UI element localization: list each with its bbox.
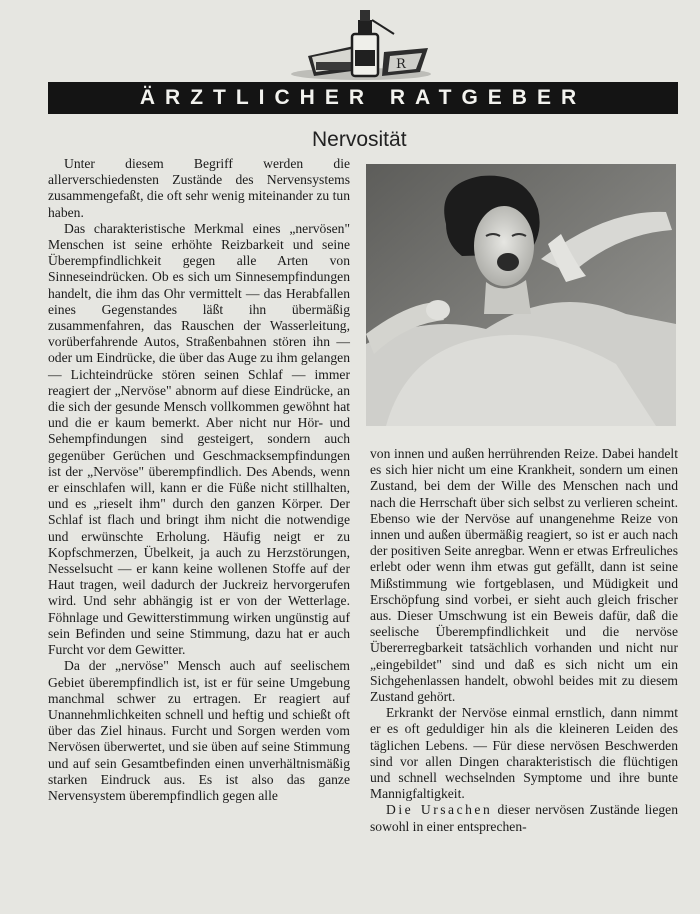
paragraph-causes <box>370 802 678 834</box>
paragraph-text: dieser nervösen Zustände liegen sowohl in einer entsprechen- <box>370 802 678 834</box>
medicine-bottle-and-box-icon <box>286 6 436 82</box>
section-banner: ÄRZTLICHER RATGEBER <box>48 82 678 114</box>
article-title: Nervosität <box>312 128 407 151</box>
emphasized-lead: Die Ursachen <box>386 802 493 818</box>
paragraph: Unter diesem Begriff werden die allerverschiedensten Zustände des Nervensystems zusammengefaßt, die oft sehr wenig miteinander zu tun haben. <box>48 156 350 220</box>
paragraph: Da der „nervöse" Mensch auch auf seelischem Gebiet überempfindlich ist, ist er für seine Umgebung manchmal schwer zu ertragen. Er reagiert auf Unannehmlichkeiten schnell und heftig und schießt oft über das Ziel hinaus. Furcht und Sorgen werden vom Nervösen überwertet, und sie üben auf seine Stimmung und auf sein Gesamtbefinden einen unverhältnismäßig starken Eindruck aus. Es ist also das ganze Nervensystem überempfindlich gegen alle <box>48 658 350 803</box>
paragraph: Erkrankt der Nervöse einmal ernstlich, dann nimmt er es oft geduldiger hin als die kleineren Leiden des täglichen Lebens. — Für diese nervösen Beschwerden sind vor allen Dingen charakteristisch die flüchtigen und schnell wechselnden Symptome und ihre bunte Mannigfaltigkeit. <box>370 705 678 802</box>
photo-yawning-woman <box>366 164 676 426</box>
right-column <box>370 446 678 835</box>
svg-text:R: R <box>396 57 406 72</box>
paragraph: Das charakteristische Merkmal eines „nervösen" Menschen ist seine erhöhte Reizbarkeit und seine Überempfindlichkeit gegen alle Arten von Sinneseindrücken. Ob es sich um Sinnesempfindungen handelt, die ihm das Ohr vermittelt — das Herabfallen eines Gegenstandes läßt ihn übermäßig zusammenfahren, das Rauschen der Wasserleitung, vorüberfahrende Autos, Straßenbahnen stören ihn — oder um Eindrücke, die über das Auge zu ihm gelangen — Lichteindrücke stören seinen Schlaf — immer reagiert der „Nervöse" abnorm auf diese Eindrücke, an die sich der gesunde Mensch vollkommen gewöhnt hat und die er kaum bemerkt. Aber nicht nur Hör- und Sehempfindungen sind gesteigert, sondern auch gegenüber Gerüchen und Geschmacksempfindungen ist der „Nervöse" überempfindlich. Des Abends, wenn er einschlafen will, kann er die Füße nicht stillhalten, und es „rieselt ihm" durch den ganzen Körper. Der Schlaf ist flach und bringt ihm nicht die notwendige und erwünschte Erholung. Häufig neigt er zu Kopfschmerzen, Übelkeit, ja auch zu Herzstörungen, Nesselsucht — er kann keine wollenen Stoffe auf der Haut tragen, weil dadurch der Juckreiz hervorgerufen wird. Und sehr abhängig ist er von der Wetterlage. Föhnlage und Gewitterstimmung wirken ungünstig auf sein Befinden und seine Stimmung, dazu hat er auch Furcht vor dem Gewitter. <box>48 220 350 658</box>
left-column <box>48 156 350 804</box>
paragraph: von innen und außen herrührenden Reize. Dabei handelt es sich hier nicht um eine Krankheit, sondern um einen Zustand, bei dem der Wille des Menschen nach und nach die Herrschaft über sich selbst zu verlieren scheint. Ebenso wie der Nervöse auf unangenehme Reize von innen und außen übermäßig reagiert, so ist er auch nach der positiven Seite anregbar. Wenn er etwas Erfreuliches erlebt oder wenn ihm etwas gut gefällt, dann ist seine Mißstimmung wie fortgeblasen, und Müdigkeit und Erschöpfung sind vorbei, er sieht auch gleich frischer aus. Dieser Umschwung ist ein Beweis dafür, daß die seelische Überempfindlichkeit und die nervöse Übererregbarkeit tatsächlich vorhanden und nicht nur „eingebildet" sind und daß es sich nicht um ein Sichgehenlassen handelt, obwohl beides mit zu diesem Zustand gehört. <box>370 446 678 705</box>
